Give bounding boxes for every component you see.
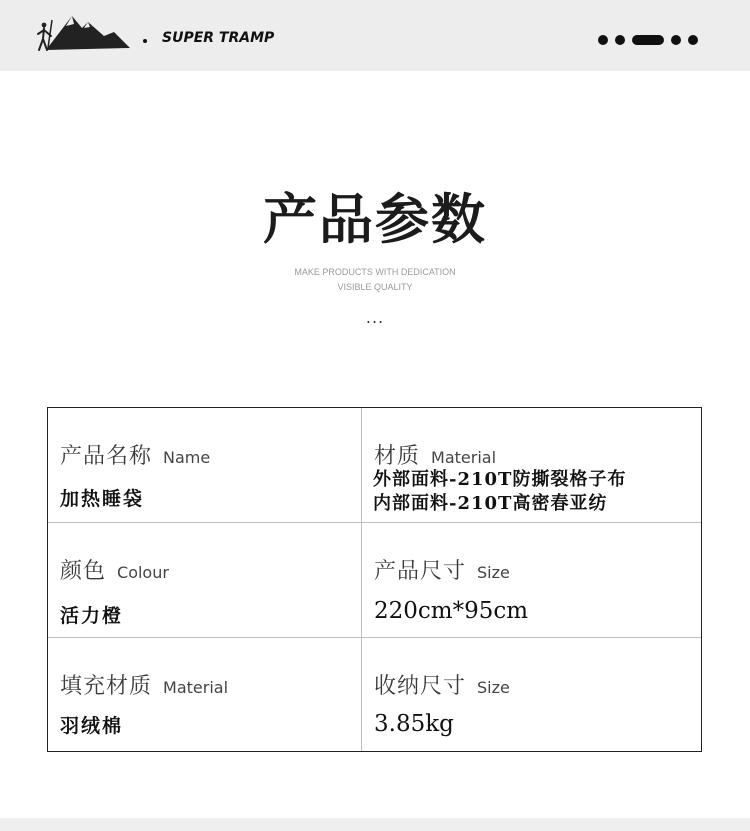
spec-label-en: Material [163,678,229,697]
spec-label-zh: 材质 [374,444,421,469]
page-indicator-dot [671,35,681,45]
page-indicator-dot [688,35,698,45]
section-subtitle-line2: VISIBLE QUALITY [337,282,413,292]
spec-label-size [374,554,510,585]
section-title: 产品参数 [263,188,487,251]
section-subtitle-line1: MAKE PRODUCTS WITH DEDICATION [294,267,456,277]
spec-label-material [374,439,496,470]
spec-label-colour [60,554,169,585]
page-indicator-dot [598,35,608,45]
spec-cell-name [48,408,361,522]
spec-label-en: Name [163,448,211,467]
spec-label-en: Colour [117,563,169,582]
spec-cell-packed-size [362,638,702,752]
spec-cell-filling [48,638,361,752]
brand-name: SUPER TRAMP [162,30,275,46]
spec-value-size: 220cm*95cm [374,598,529,624]
spec-cell-size [362,523,702,637]
spec-label-en: Size [477,563,510,582]
spec-label-name [60,439,210,470]
spec-label-en: Size [477,678,510,697]
spec-value-packed-size: 3.85kg [374,711,454,737]
footer-strip [0,818,750,831]
spec-label-filling [60,669,228,700]
spec-label-packed-size [374,669,510,700]
spec-label-zh: 颜色 [60,559,107,584]
mountain-hiker-logo-icon [26,12,136,52]
spec-value-material-line1: 外部面料-210T防撕裂格子布 [373,469,627,490]
spec-label-zh: 收纳尺寸 [374,674,467,699]
spec-label-en: Material [431,448,497,467]
spec-table [47,407,702,752]
page-indicator-dot [615,35,625,45]
spec-label-zh: 产品尺寸 [374,559,467,584]
spec-value-filling: 羽绒棉 [60,715,124,737]
page-indicator-dot-active [632,35,664,45]
header-bar [0,0,750,71]
section-ellipsis: ... [365,308,385,327]
spec-value-colour: 活力橙 [60,605,124,627]
page-indicator [598,35,698,45]
spec-value-name: 加热睡袋 [60,488,145,510]
brand-separator-dot [143,39,147,43]
spec-label-zh: 产品名称 [60,444,153,469]
spec-cell-colour [48,523,361,637]
spec-label-zh: 填充材质 [60,674,153,699]
spec-value-material-line2: 内部面料-210T高密春亚纺 [373,493,608,514]
spec-cell-material [362,408,702,522]
